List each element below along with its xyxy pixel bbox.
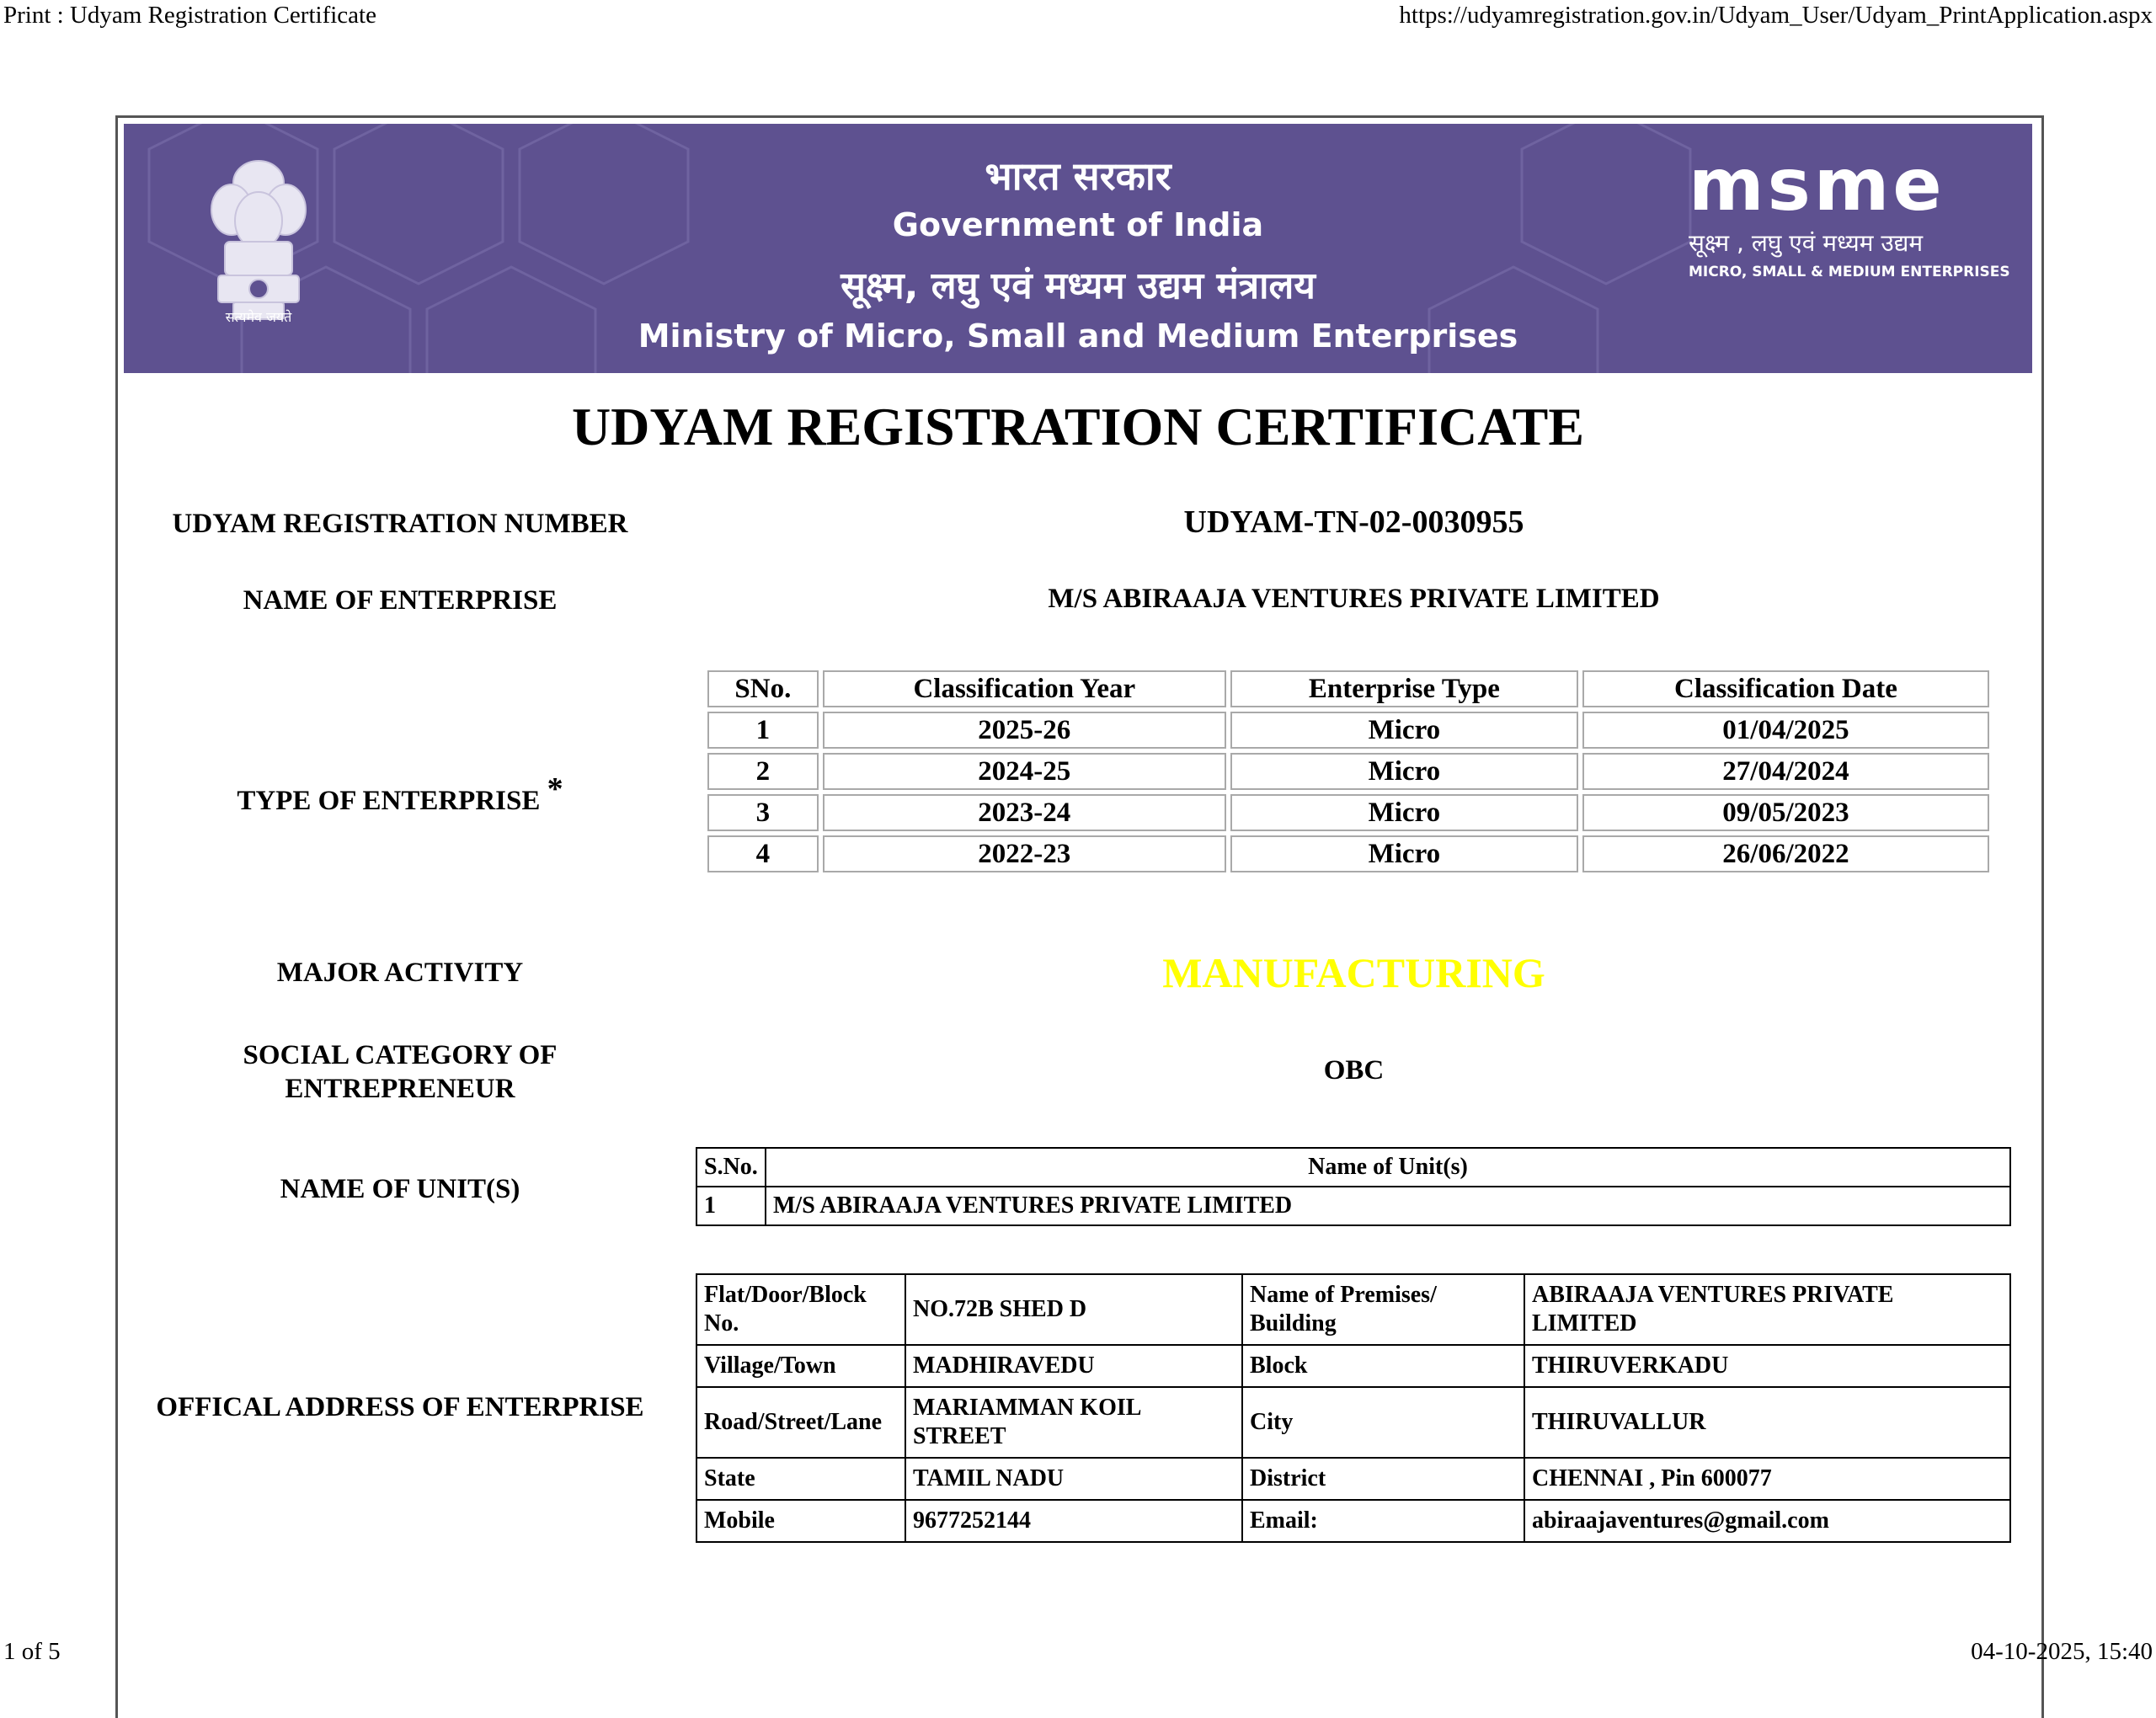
cell-year: 2023-24 <box>823 794 1226 831</box>
cell-date: 26/06/2022 <box>1582 835 1989 872</box>
classification-row <box>707 712 1989 749</box>
social-category-value: OBC <box>1323 1055 1385 1086</box>
classification-row <box>707 794 1989 831</box>
address-value: THIRUVALLUR <box>1524 1387 2010 1458</box>
address-row <box>696 1387 2010 1458</box>
registration-number-label: UDYAM REGISTRATION NUMBER <box>172 509 628 539</box>
address-value: CHENNAI , Pin 600077 <box>1524 1458 2010 1500</box>
cell-sno: 2 <box>707 753 819 790</box>
units-label: NAME OF UNIT(S) <box>280 1174 520 1204</box>
address-value: ABIRAAJA VENTURES PRIVATE LIMITED <box>1524 1274 2010 1345</box>
address-row <box>696 1274 2010 1345</box>
address-value: MARIAMMAN KOIL STREET <box>905 1387 1242 1458</box>
type-asterisk: * <box>547 771 563 807</box>
address-value: THIRUVERKADU <box>1524 1345 2010 1387</box>
enterprise-name-label: NAME OF ENTERPRISE <box>243 585 558 616</box>
cell-year: 2024-25 <box>823 753 1226 790</box>
address-key: Name of Premises/ Building <box>1242 1274 1524 1345</box>
address-key: State <box>696 1458 905 1500</box>
units-header-name: Name of Unit(s) <box>766 1148 2010 1187</box>
classification-row <box>707 835 1989 872</box>
banner-hindi-ministry: सूक्ष्म, लघु एवं मध्यम उद्यम मंत्रालय <box>841 264 1315 307</box>
cell-type: Micro <box>1230 753 1578 790</box>
address-key: Flat/Door/Block No. <box>696 1274 905 1345</box>
classification-header-row <box>707 670 1989 707</box>
social-category-label <box>126 1038 674 1106</box>
msme-logo <box>1689 143 2010 316</box>
units-header-row <box>696 1148 2010 1187</box>
msme-logo-text: msme <box>1689 143 1945 227</box>
email-value[interactable]: abiraajaventures@gmail.com <box>1524 1500 2010 1542</box>
address-key: District <box>1242 1458 1524 1500</box>
units-header-sno: S.No. <box>696 1148 766 1187</box>
address-value: MADHIRAVEDU <box>905 1345 1242 1387</box>
units-cell-name: M/S ABIRAAJA VENTURES PRIVATE LIMITED <box>766 1187 2010 1225</box>
units-table <box>696 1147 2011 1226</box>
cell-sno: 1 <box>707 712 819 749</box>
address-value: TAMIL NADU <box>905 1458 1242 1500</box>
cell-type: Micro <box>1230 712 1578 749</box>
social-category-label-line1: SOCIAL CATEGORY OF <box>243 1040 558 1070</box>
classification-table <box>703 666 1993 877</box>
banner-ministry-name: Ministry of Micro, Small and Medium Enterprises <box>638 317 1518 355</box>
col-header-type: Enterprise Type <box>1230 670 1578 707</box>
type-of-enterprise-label <box>126 772 674 818</box>
col-header-year: Classification Year <box>823 670 1226 707</box>
government-banner <box>124 124 2032 373</box>
emblem-motto: सत्यमेव जयते <box>225 309 292 325</box>
cell-date: 09/05/2023 <box>1582 794 1989 831</box>
print-header-url: https://udyamregistration.gov.in/Udyam_User/Udyam_PrintApplication.aspx <box>1399 2 2153 29</box>
address-key: Mobile <box>696 1500 905 1542</box>
cell-date: 01/04/2025 <box>1582 712 1989 749</box>
address-row <box>696 1458 2010 1500</box>
banner-government-of-india: Government of India <box>892 206 1264 243</box>
address-key: Village/Town <box>696 1345 905 1387</box>
address-key: Road/Street/Lane <box>696 1387 905 1458</box>
cell-type: Micro <box>1230 794 1578 831</box>
units-row <box>696 1187 2010 1225</box>
major-activity-label: MAJOR ACTIVITY <box>276 958 524 988</box>
col-header-date: Classification Date <box>1582 670 1989 707</box>
cell-sno: 3 <box>707 794 819 831</box>
cell-sno: 4 <box>707 835 819 872</box>
page-number: 1 of 5 <box>3 1638 61 1665</box>
address-value: 9677252144 <box>905 1500 1242 1542</box>
col-header-sno: SNo. <box>707 670 819 707</box>
msme-english-text: MICRO, SMALL & MEDIUM ENTERPRISES <box>1689 264 2010 280</box>
cell-date: 27/04/2024 <box>1582 753 1989 790</box>
address-key: Email: <box>1242 1500 1524 1542</box>
cell-year: 2025-26 <box>823 712 1226 749</box>
address-value: NO.72B SHED D <box>905 1274 1242 1345</box>
print-datetime: 04-10-2025, 15:40 <box>1971 1638 2153 1665</box>
address-row <box>696 1500 2010 1542</box>
address-row <box>696 1345 2010 1387</box>
banner-hindi-government: भारत सरकार <box>985 153 1171 199</box>
type-of-enterprise-text: TYPE OF ENTERPRISE <box>237 786 541 816</box>
address-label: OFFICAL ADDRESS OF ENTERPRISE <box>156 1392 644 1422</box>
address-key: Block <box>1242 1345 1524 1387</box>
address-key: City <box>1242 1387 1524 1458</box>
msme-hindi-text: सूक्ष्म , लघु एवं मध्यम उद्यम <box>1689 229 1924 257</box>
units-cell-sno: 1 <box>696 1187 766 1225</box>
social-category-label-line2: ENTREPRENEUR <box>285 1074 515 1104</box>
print-header-title: Print : Udyam Registration Certificate <box>3 2 376 29</box>
certificate-title: UDYAM REGISTRATION CERTIFICATE <box>571 397 1585 456</box>
cell-type: Micro <box>1230 835 1578 872</box>
registration-number-value: UDYAM-TN-02-0030955 <box>1183 504 1524 540</box>
major-activity-value: MANUFACTURING <box>1162 949 1545 996</box>
classification-row <box>707 753 1989 790</box>
address-table <box>696 1273 2011 1543</box>
cell-year: 2022-23 <box>823 835 1226 872</box>
enterprise-name-value: M/S ABIRAAJA VENTURES PRIVATE LIMITED <box>1048 584 1660 614</box>
